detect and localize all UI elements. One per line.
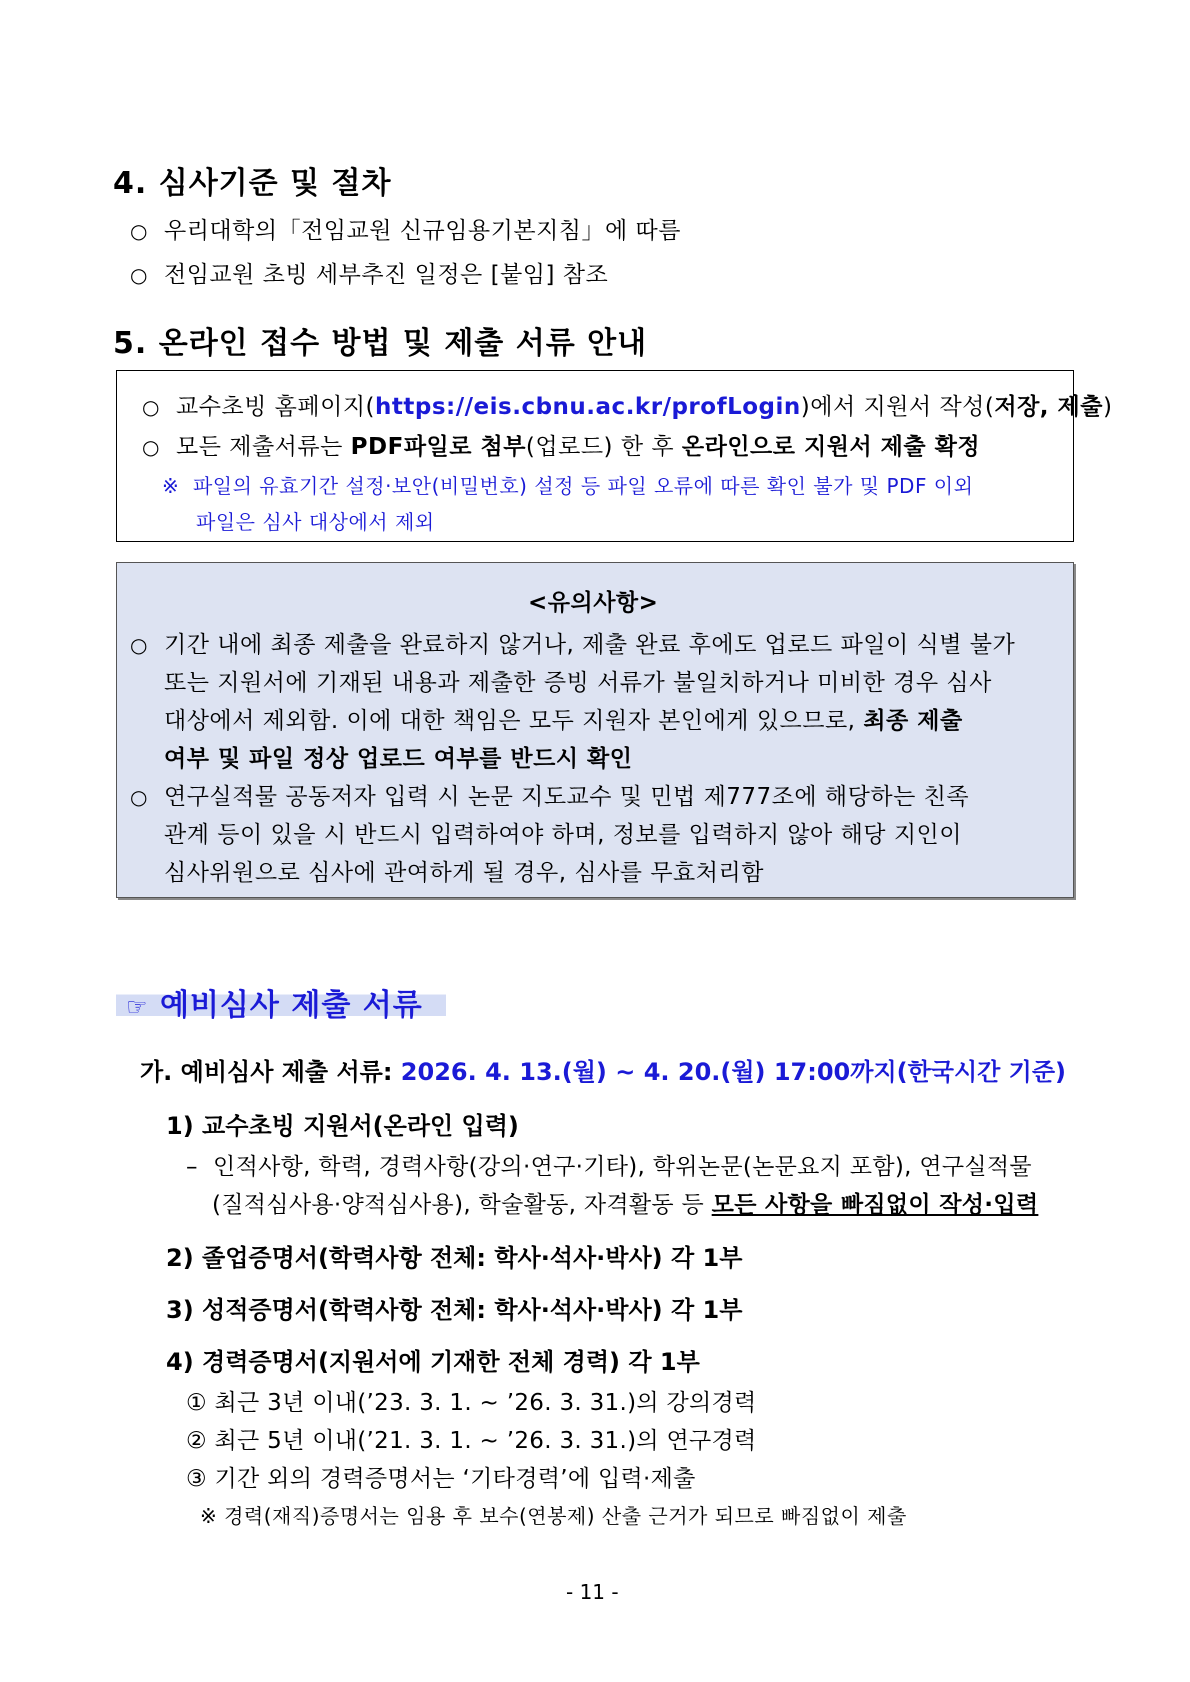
box1-line2-bold1: PDF파일로 첨부 [350, 434, 526, 460]
box1-note-line-1 [162, 470, 973, 499]
prelim-ga-line [140, 1052, 1066, 1087]
box1-line-1 [142, 388, 1112, 421]
box1-line1-bold: 저장, 제출 [994, 394, 1103, 420]
section4-title: 4. 심사기준 및 절차 [113, 166, 392, 201]
bullet-icon: ○ [130, 219, 148, 243]
prelim-title [126, 980, 423, 1024]
bullet-icon: ○ [142, 395, 160, 419]
box1-line1-pre: 교수초빙 홈페이지( [176, 394, 376, 420]
section5-title: 5. 온라인 접수 방법 및 제출 서류 안내 [113, 326, 648, 361]
item-1-title: 1) 교수초빙 지원서(온라인 입력) [166, 1112, 519, 1140]
box1-note-text-1: 파일의 유효기간 설정·보안(비밀번호) 설정 등 파일 오류에 따른 확인 불가 및 PDF 이외 [192, 474, 974, 498]
notice-p2-line-1 [130, 778, 969, 811]
box1-line1-mid: )에서 지원서 작성( [800, 394, 995, 420]
notice-p1-line-2: 또는 지원서에 기재된 내용과 제출한 증빙 서류가 불일치하거나 미비한 경우 심사 [164, 670, 992, 696]
item-1-line2-pre: (질적심사용·양적심사용), 학술활동, 자격활동 등 [212, 1192, 712, 1218]
box1-line1-post: ) [1103, 394, 1113, 420]
notice-p1-line-3 [164, 702, 963, 735]
notice-p1-line-1 [130, 626, 1015, 659]
page-number: - 11 - [566, 1580, 619, 1604]
notice-p1-text-1: 기간 내에 최종 제출을 완료하지 않거나, 제출 완료 후에도 업로드 파일이 식별 불가 [164, 632, 1016, 658]
item-1-line-2 [212, 1186, 1038, 1219]
bullet-icon: ○ [130, 633, 148, 657]
box1-line-2 [142, 428, 980, 461]
item-1-text-1: 인적사항, 학력, 경력사항(강의·연구·기타), 학위논문(논문요지 포함), 연구실적물 [213, 1154, 1032, 1180]
item-4-sub-2: ② 최근 5년 이내(’21. 3. 1. ~ ’26. 3. 31.)의 연구경력 [186, 1428, 757, 1454]
item-4-sub-1: ① 최근 3년 이내(’23. 3. 1. ~ ’26. 3. 31.)의 강의경력 [186, 1390, 757, 1416]
prelim-title-text: 예비심사 제출 서류 [159, 988, 423, 1023]
section4-item-1-text: 우리대학의「전임교원 신규임용기본지침」에 따름 [164, 218, 681, 244]
box1-line2-pre: 모든 제출서류는 [176, 434, 351, 460]
item-4-note: ※ 경력(재직)증명서는 임용 후 보수(연봉제) 산출 근거가 되므로 빠짐없이 제출 [200, 1504, 907, 1528]
item-4-title: 4) 경력증명서(지원서에 기재한 전체 경력) 각 1부 [166, 1348, 700, 1376]
section4-item-2-text: 전임교원 초빙 세부추진 일정은 [붙임] 참조 [164, 262, 609, 288]
item-1-line2-underlined: 모든 사항을 빠짐없이 작성·입력 [711, 1192, 1039, 1218]
box1-line2-bold2: 온라인으로 지원서 제출 확정 [681, 434, 981, 460]
dash-icon: – [186, 1154, 198, 1180]
notice-p2-line-3: 심사위원으로 심사에 관여하게 될 경우, 심사를 무효처리함 [164, 860, 764, 886]
item-2-title: 2) 졸업증명서(학력사항 전체: 학사·석사·박사) 각 1부 [166, 1244, 743, 1272]
item-3-title: 3) 성적증명서(학력사항 전체: 학사·석사·박사) 각 1부 [166, 1296, 743, 1324]
section4-item-1 [130, 212, 681, 245]
notice-p1-line3-pre: 대상에서 제외함. 이에 대한 책임은 모두 지원자 본인에게 있으므로, [164, 708, 864, 734]
notice-heading: <유의사항> [528, 590, 659, 616]
bullet-icon: ○ [142, 435, 160, 459]
item-4-sub-3: ③ 기간 외의 경력증명서는 ‘기타경력’에 입력·제출 [186, 1466, 696, 1492]
profile-link[interactable]: https://eis.cbnu.ac.kr/profLogin [375, 394, 801, 420]
note-mark-icon: ※ [162, 474, 180, 498]
notice-p2-line-2: 관계 등이 있을 시 반드시 입력하여야 하며, 정보를 입력하지 않아 해당 지인이 [164, 822, 962, 848]
item-1-line-1 [186, 1148, 1032, 1181]
notice-p1-line-4: 여부 및 파일 정상 업로드 여부를 반드시 확인 [164, 746, 633, 772]
pointing-hand-icon: ☞ [126, 993, 149, 1021]
notice-p2-text-1: 연구실적물 공동저자 입력 시 논문 지도교수 및 민법 제777조에 해당하는 친족 [164, 784, 970, 810]
ga-date: 2026. 4. 13.(월) ~ 4. 20.(월) 17:00까지(한국시간 기준) [400, 1058, 1067, 1086]
ga-label: 가. 예비심사 제출 서류: [140, 1058, 401, 1086]
section4-item-2 [130, 256, 608, 289]
bullet-icon: ○ [130, 263, 148, 287]
bullet-icon: ○ [130, 785, 148, 809]
notice-p1-line3-bold: 최종 제출 [863, 708, 963, 734]
box1-line2-mid: (업로드) 한 후 [525, 434, 682, 460]
box1-note-line-2: 파일은 심사 대상에서 제외 [196, 510, 435, 534]
